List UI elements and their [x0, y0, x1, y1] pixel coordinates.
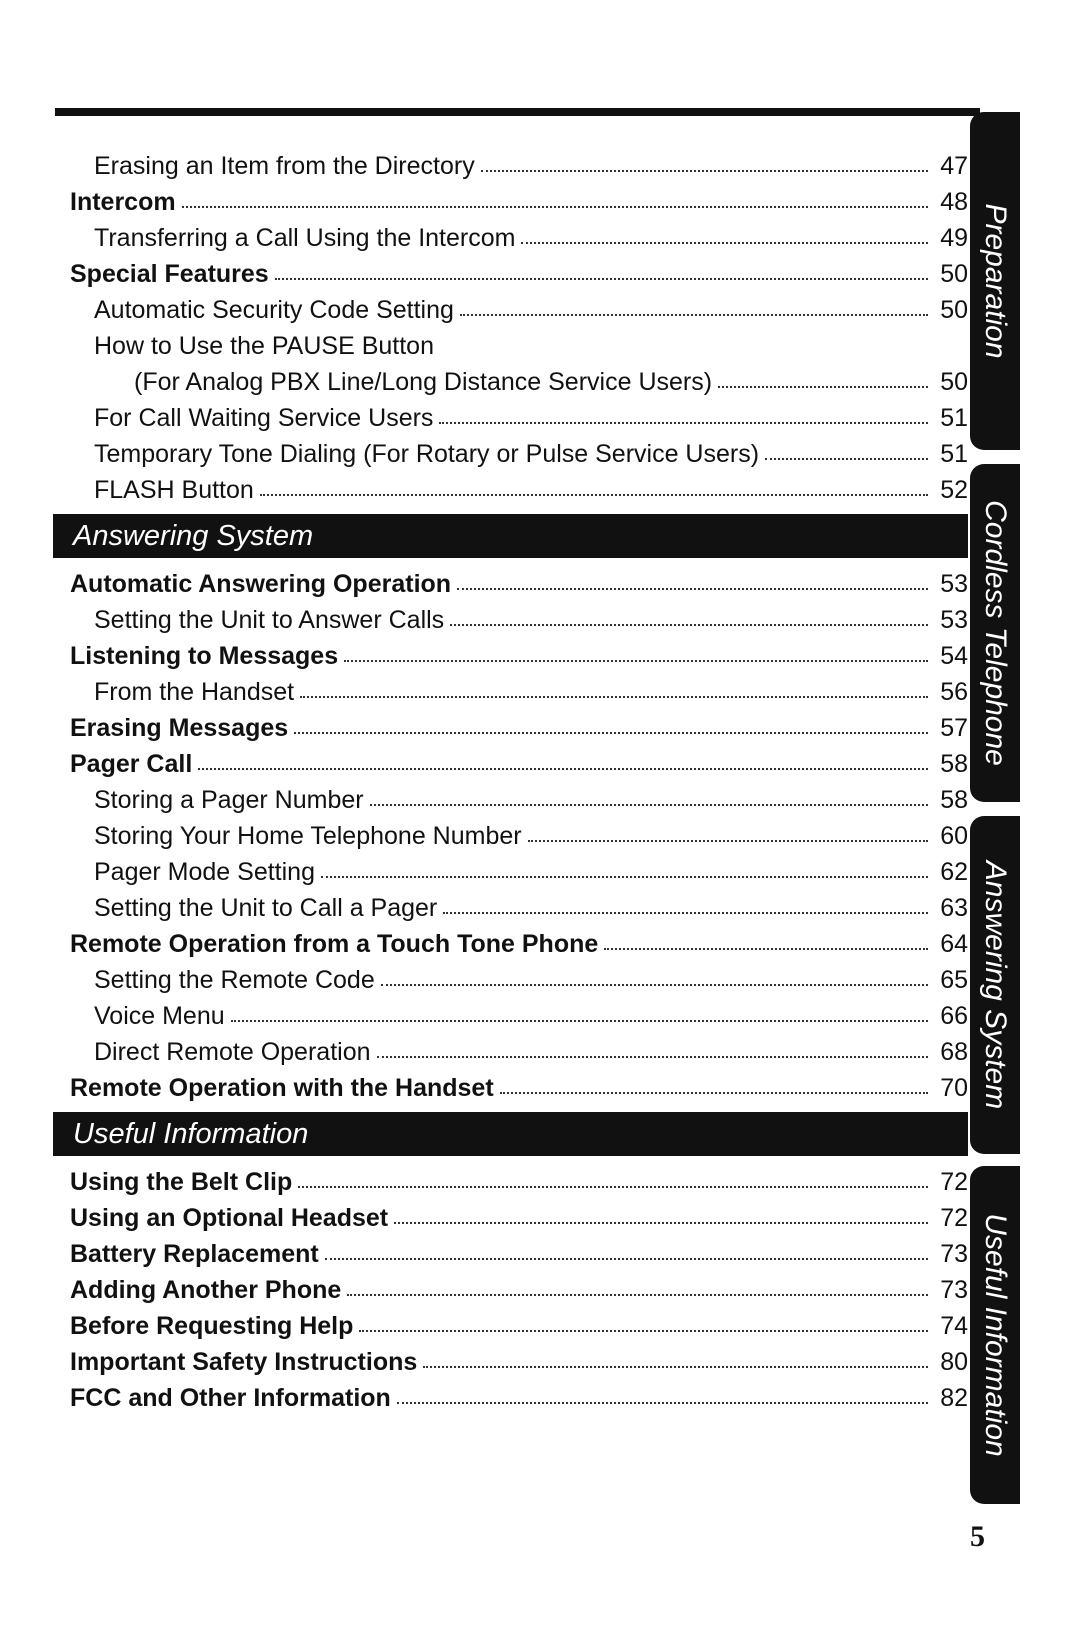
toc-entry[interactable] [70, 566, 968, 602]
toc-entry-page: 70 [940, 1074, 968, 1102]
toc-entry[interactable] [70, 1344, 968, 1380]
toc-entry[interactable] [70, 1164, 968, 1200]
toc-entry-label: For Call Waiting Service Users [94, 404, 434, 432]
toc-entry[interactable] [70, 220, 968, 256]
toc-entry-page: 50 [940, 368, 968, 396]
dot-leader [231, 1014, 928, 1022]
toc-entry-page: 64 [940, 930, 968, 958]
toc-entry-label: How to Use the PAUSE Button [94, 332, 434, 360]
toc-entry[interactable] [70, 962, 968, 998]
toc-entry-label: Setting the Remote Code [94, 966, 375, 994]
tab-useful-information-label: Useful Information [979, 1213, 1012, 1457]
toc-entry-page: 48 [940, 188, 968, 216]
toc-entry-label: FCC and Other Information [70, 1384, 391, 1412]
toc-entry[interactable] [70, 1236, 968, 1272]
toc-entry[interactable] [70, 328, 968, 364]
dot-leader [481, 164, 928, 172]
dot-leader [423, 1360, 928, 1368]
section-header-useful-information: Useful Information [53, 1112, 968, 1156]
dot-leader [381, 978, 928, 986]
toc-entry[interactable] [70, 746, 968, 782]
toc-entry[interactable] [70, 854, 968, 890]
toc-entry-label: Voice Menu [94, 1002, 225, 1030]
toc-entry-page: 58 [940, 786, 968, 814]
toc-entry-label: Pager Call [70, 750, 193, 778]
toc-entry-label: Listening to Messages [70, 642, 339, 670]
table-of-contents [70, 148, 968, 1416]
toc-entry-label: Automatic Answering Operation [70, 570, 452, 598]
toc-entry-label: Battery Replacement [70, 1240, 319, 1268]
toc-entry-label: From the Handset [94, 678, 295, 706]
toc-entry-label: Storing Your Home Telephone Number [94, 822, 522, 850]
toc-entry-page: 74 [940, 1312, 968, 1340]
dot-leader [344, 654, 928, 662]
toc-entry-page: 50 [940, 296, 968, 324]
toc-group-3 [70, 1164, 968, 1416]
toc-entry[interactable] [70, 184, 968, 220]
dot-leader [718, 380, 928, 388]
toc-entry[interactable] [70, 926, 968, 962]
toc-entry-label: Important Safety Instructions [70, 1348, 418, 1376]
toc-entry-label: Remote Operation with the Handset [70, 1074, 494, 1102]
page-number: 5 [970, 1520, 985, 1553]
dot-leader [439, 416, 928, 424]
toc-entry[interactable] [70, 1034, 968, 1070]
toc-entry-label: Transferring a Call Using the Intercom [94, 224, 516, 252]
toc-entry-page: 53 [940, 606, 968, 634]
toc-entry[interactable] [70, 890, 968, 926]
dot-leader [347, 1288, 928, 1296]
toc-entry[interactable] [70, 1200, 968, 1236]
toc-entry-label: Erasing an Item from the Directory [94, 152, 475, 180]
toc-entry-label: Direct Remote Operation [94, 1038, 371, 1066]
tab-cordless-telephone[interactable] [970, 464, 1020, 802]
toc-group-2 [70, 566, 968, 1106]
tab-answering-system-label: Answering System [979, 860, 1012, 1110]
toc-entry-page: 54 [940, 642, 968, 670]
toc-entry-label: Setting the Unit to Call a Pager [94, 894, 438, 922]
tab-preparation[interactable] [970, 112, 1020, 450]
toc-entry[interactable] [70, 292, 968, 328]
tab-answering-system[interactable] [970, 816, 1020, 1154]
toc-entry-page: 58 [940, 750, 968, 778]
toc-entry-page: 63 [940, 894, 968, 922]
toc-entry[interactable] [70, 602, 968, 638]
dot-leader [394, 1216, 928, 1224]
tab-cordless-telephone-label: Cordless Telephone [979, 500, 1012, 766]
toc-entry-page: 56 [940, 678, 968, 706]
toc-entry[interactable] [70, 998, 968, 1034]
toc-entry-label: Using the Belt Clip [70, 1168, 293, 1196]
tab-preparation-label: Preparation [979, 203, 1012, 359]
toc-entry-page: 65 [940, 966, 968, 994]
toc-entry[interactable] [70, 1272, 968, 1308]
toc-entry-page: 82 [940, 1384, 968, 1412]
toc-entry-page: 73 [940, 1276, 968, 1304]
toc-entry-label: Remote Operation from a Touch Tone Phone [70, 930, 599, 958]
toc-entry-label: Intercom [70, 188, 176, 216]
toc-entry-page: 49 [940, 224, 968, 252]
top-rule [55, 108, 980, 116]
dot-leader [359, 1324, 928, 1332]
toc-entry[interactable] [70, 148, 968, 184]
toc-entry-label: Special Features [70, 260, 269, 288]
toc-entry-page: 68 [940, 1038, 968, 1066]
toc-entry-page: 72 [940, 1204, 968, 1232]
toc-entry-page: 57 [940, 714, 968, 742]
toc-entry[interactable] [70, 256, 968, 292]
toc-entry[interactable] [70, 472, 968, 508]
section-header-answering-system: Answering System [53, 514, 968, 558]
toc-entry[interactable] [70, 782, 968, 818]
toc-entry-page: 52 [940, 476, 968, 504]
toc-entry[interactable] [70, 818, 968, 854]
toc-entry[interactable] [70, 364, 968, 400]
toc-entry-page: 51 [940, 440, 968, 468]
dot-leader [440, 346, 928, 352]
toc-entry-page: 50 [940, 260, 968, 288]
dot-leader [370, 798, 928, 806]
dot-leader [260, 488, 928, 496]
tab-useful-information[interactable] [970, 1166, 1020, 1504]
toc-entry-page: 72 [940, 1168, 968, 1196]
dot-leader [604, 942, 928, 950]
dot-leader [521, 236, 928, 244]
dot-leader [443, 906, 928, 914]
toc-entry-label: (For Analog PBX Line/Long Distance Service Users) [134, 368, 713, 396]
toc-entry[interactable] [70, 674, 968, 710]
toc-entry[interactable] [70, 400, 968, 436]
toc-entry[interactable] [70, 436, 968, 472]
toc-entry-page: 53 [940, 570, 968, 598]
dot-leader [198, 762, 928, 770]
dot-leader [300, 690, 928, 698]
dot-leader [460, 308, 928, 316]
dot-leader [397, 1396, 928, 1404]
toc-entry[interactable] [70, 638, 968, 674]
toc-entry-label: Erasing Messages [70, 714, 289, 742]
dot-leader [765, 452, 928, 460]
dot-leader [298, 1180, 928, 1188]
toc-entry-label: FLASH Button [94, 476, 254, 504]
toc-entry-page: 80 [940, 1348, 968, 1376]
toc-entry-page: 66 [940, 1002, 968, 1030]
dot-leader [294, 726, 928, 734]
toc-entry-page: 62 [940, 858, 968, 886]
dot-leader [528, 834, 928, 842]
toc-entry-label: Temporary Tone Dialing (For Rotary or Pulse Service Users) [94, 440, 760, 468]
toc-entry-page: 60 [940, 822, 968, 850]
toc-entry-page: 51 [940, 404, 968, 432]
dot-leader [182, 200, 928, 208]
toc-entry-label: Before Requesting Help [70, 1312, 354, 1340]
toc-entry[interactable] [70, 710, 968, 746]
toc-entry-label: Pager Mode Setting [94, 858, 315, 886]
toc-entry-page: 47 [940, 152, 968, 180]
toc-group-1 [70, 148, 968, 508]
dot-leader [321, 870, 928, 878]
dot-leader [325, 1252, 928, 1260]
toc-entry-page: 73 [940, 1240, 968, 1268]
toc-entry-label: Automatic Security Code Setting [94, 296, 454, 324]
toc-entry-label: Adding Another Phone [70, 1276, 342, 1304]
toc-entry-label: Setting the Unit to Answer Calls [94, 606, 445, 634]
dot-leader [377, 1050, 928, 1058]
toc-entry-label: Storing a Pager Number [94, 786, 364, 814]
toc-entry[interactable] [70, 1070, 968, 1106]
dot-leader [500, 1086, 928, 1094]
toc-entry[interactable] [70, 1308, 968, 1344]
toc-entry-label: Using an Optional Headset [70, 1204, 389, 1232]
dot-leader [275, 272, 928, 280]
toc-entry[interactable] [70, 1380, 968, 1416]
dot-leader [450, 618, 928, 626]
dot-leader [457, 582, 928, 590]
